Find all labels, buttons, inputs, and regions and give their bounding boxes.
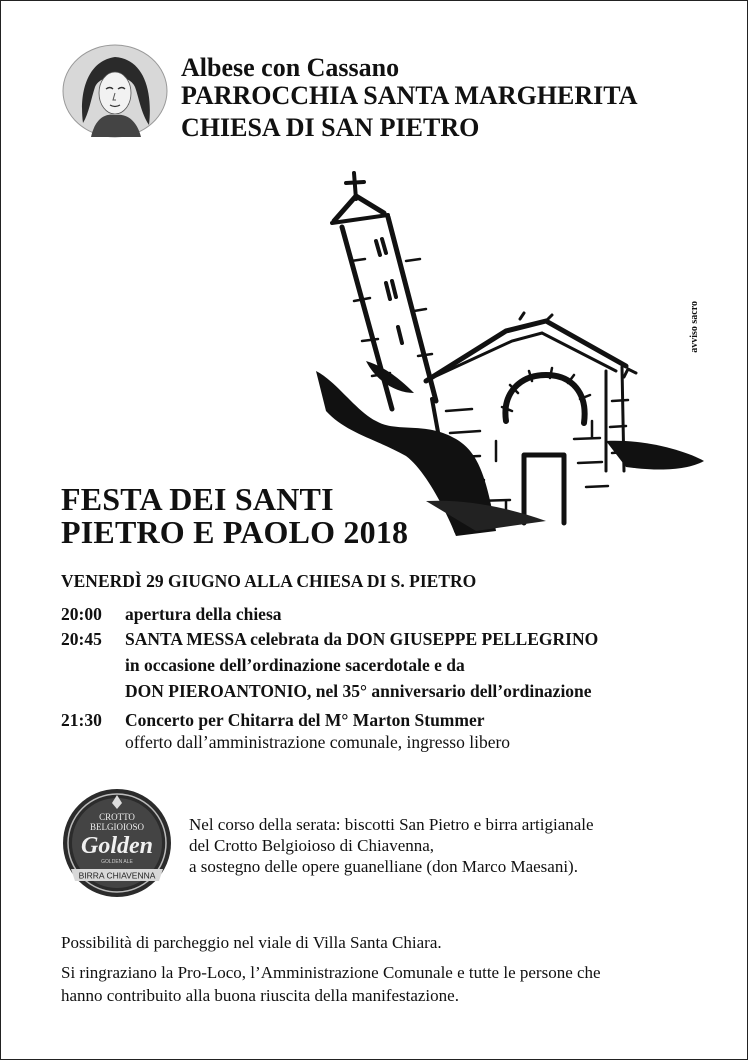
logo-top-text2: BELGIOIOSO <box>90 822 144 832</box>
church-illustration <box>306 171 706 556</box>
schedule-text: Concerto per Chitarra del M° Marton Stummer <box>125 710 485 730</box>
schedule-time: 21:30 <box>61 710 102 730</box>
event-title-line2: PIETRO E PAOLO 2018 <box>61 514 409 550</box>
event-title-line1: FESTA DEI SANTI <box>61 481 334 517</box>
schedule-text: SANTA MESSA celebrata da DON GIUSEPPE PELLEGRINO <box>125 629 599 649</box>
parish-name: PARROCCHIA SANTA MARGHERITA <box>181 81 638 110</box>
schedule-text: DON PIEROANTONIO, nel 35° anniversario dell’ordinazione <box>125 681 592 701</box>
saint-portrait-image <box>61 43 169 139</box>
crotto-belgioioso-logo <box>61 787 173 899</box>
beer-note-line: a sostegno delle opere guanelliane (don Marco Maesani). <box>189 857 578 876</box>
thanks-line: Si ringraziano la Pro-Loco, l’Amministrazione Comunale e tutte le persone che <box>61 963 601 982</box>
schedule-subtext: offerto dall’amministrazione comunale, ingresso libero <box>125 732 511 752</box>
church-name: CHIESA DI SAN PIETRO <box>181 113 480 142</box>
schedule-time: 20:00 <box>61 604 102 624</box>
schedule-text: in occasione dell’ordinazione sacerdotale e da <box>125 655 465 675</box>
logo-banner: BIRRA CHIAVENNA <box>78 870 156 881</box>
logo-top-text: CROTTO <box>99 812 135 822</box>
logo-script: Golden <box>81 833 153 859</box>
sacred-notice-label: avviso sacro <box>689 301 700 353</box>
beer-note-line: del Crotto Belgioioso di Chiavenna, <box>189 836 435 855</box>
event-day-heading: VENERDÌ 29 GIUGNO ALLA CHIESA DI S. PIETRO <box>61 571 477 591</box>
beer-note-line: Nel corso della serata: biscotti San Pietro e birra artigianale <box>189 815 594 834</box>
thanks-line: hanno contribuito alla buona riuscita della manifestazione. <box>61 986 459 1005</box>
schedule-time: 20:45 <box>61 629 102 649</box>
schedule-text: apertura della chiesa <box>125 604 282 624</box>
town-name: Albese con Cassano <box>181 53 400 82</box>
parking-info: Possibilità di parcheggio nel viale di Villa Santa Chiara. <box>61 933 442 952</box>
logo-sub: GOLDEN ALE <box>101 859 133 865</box>
